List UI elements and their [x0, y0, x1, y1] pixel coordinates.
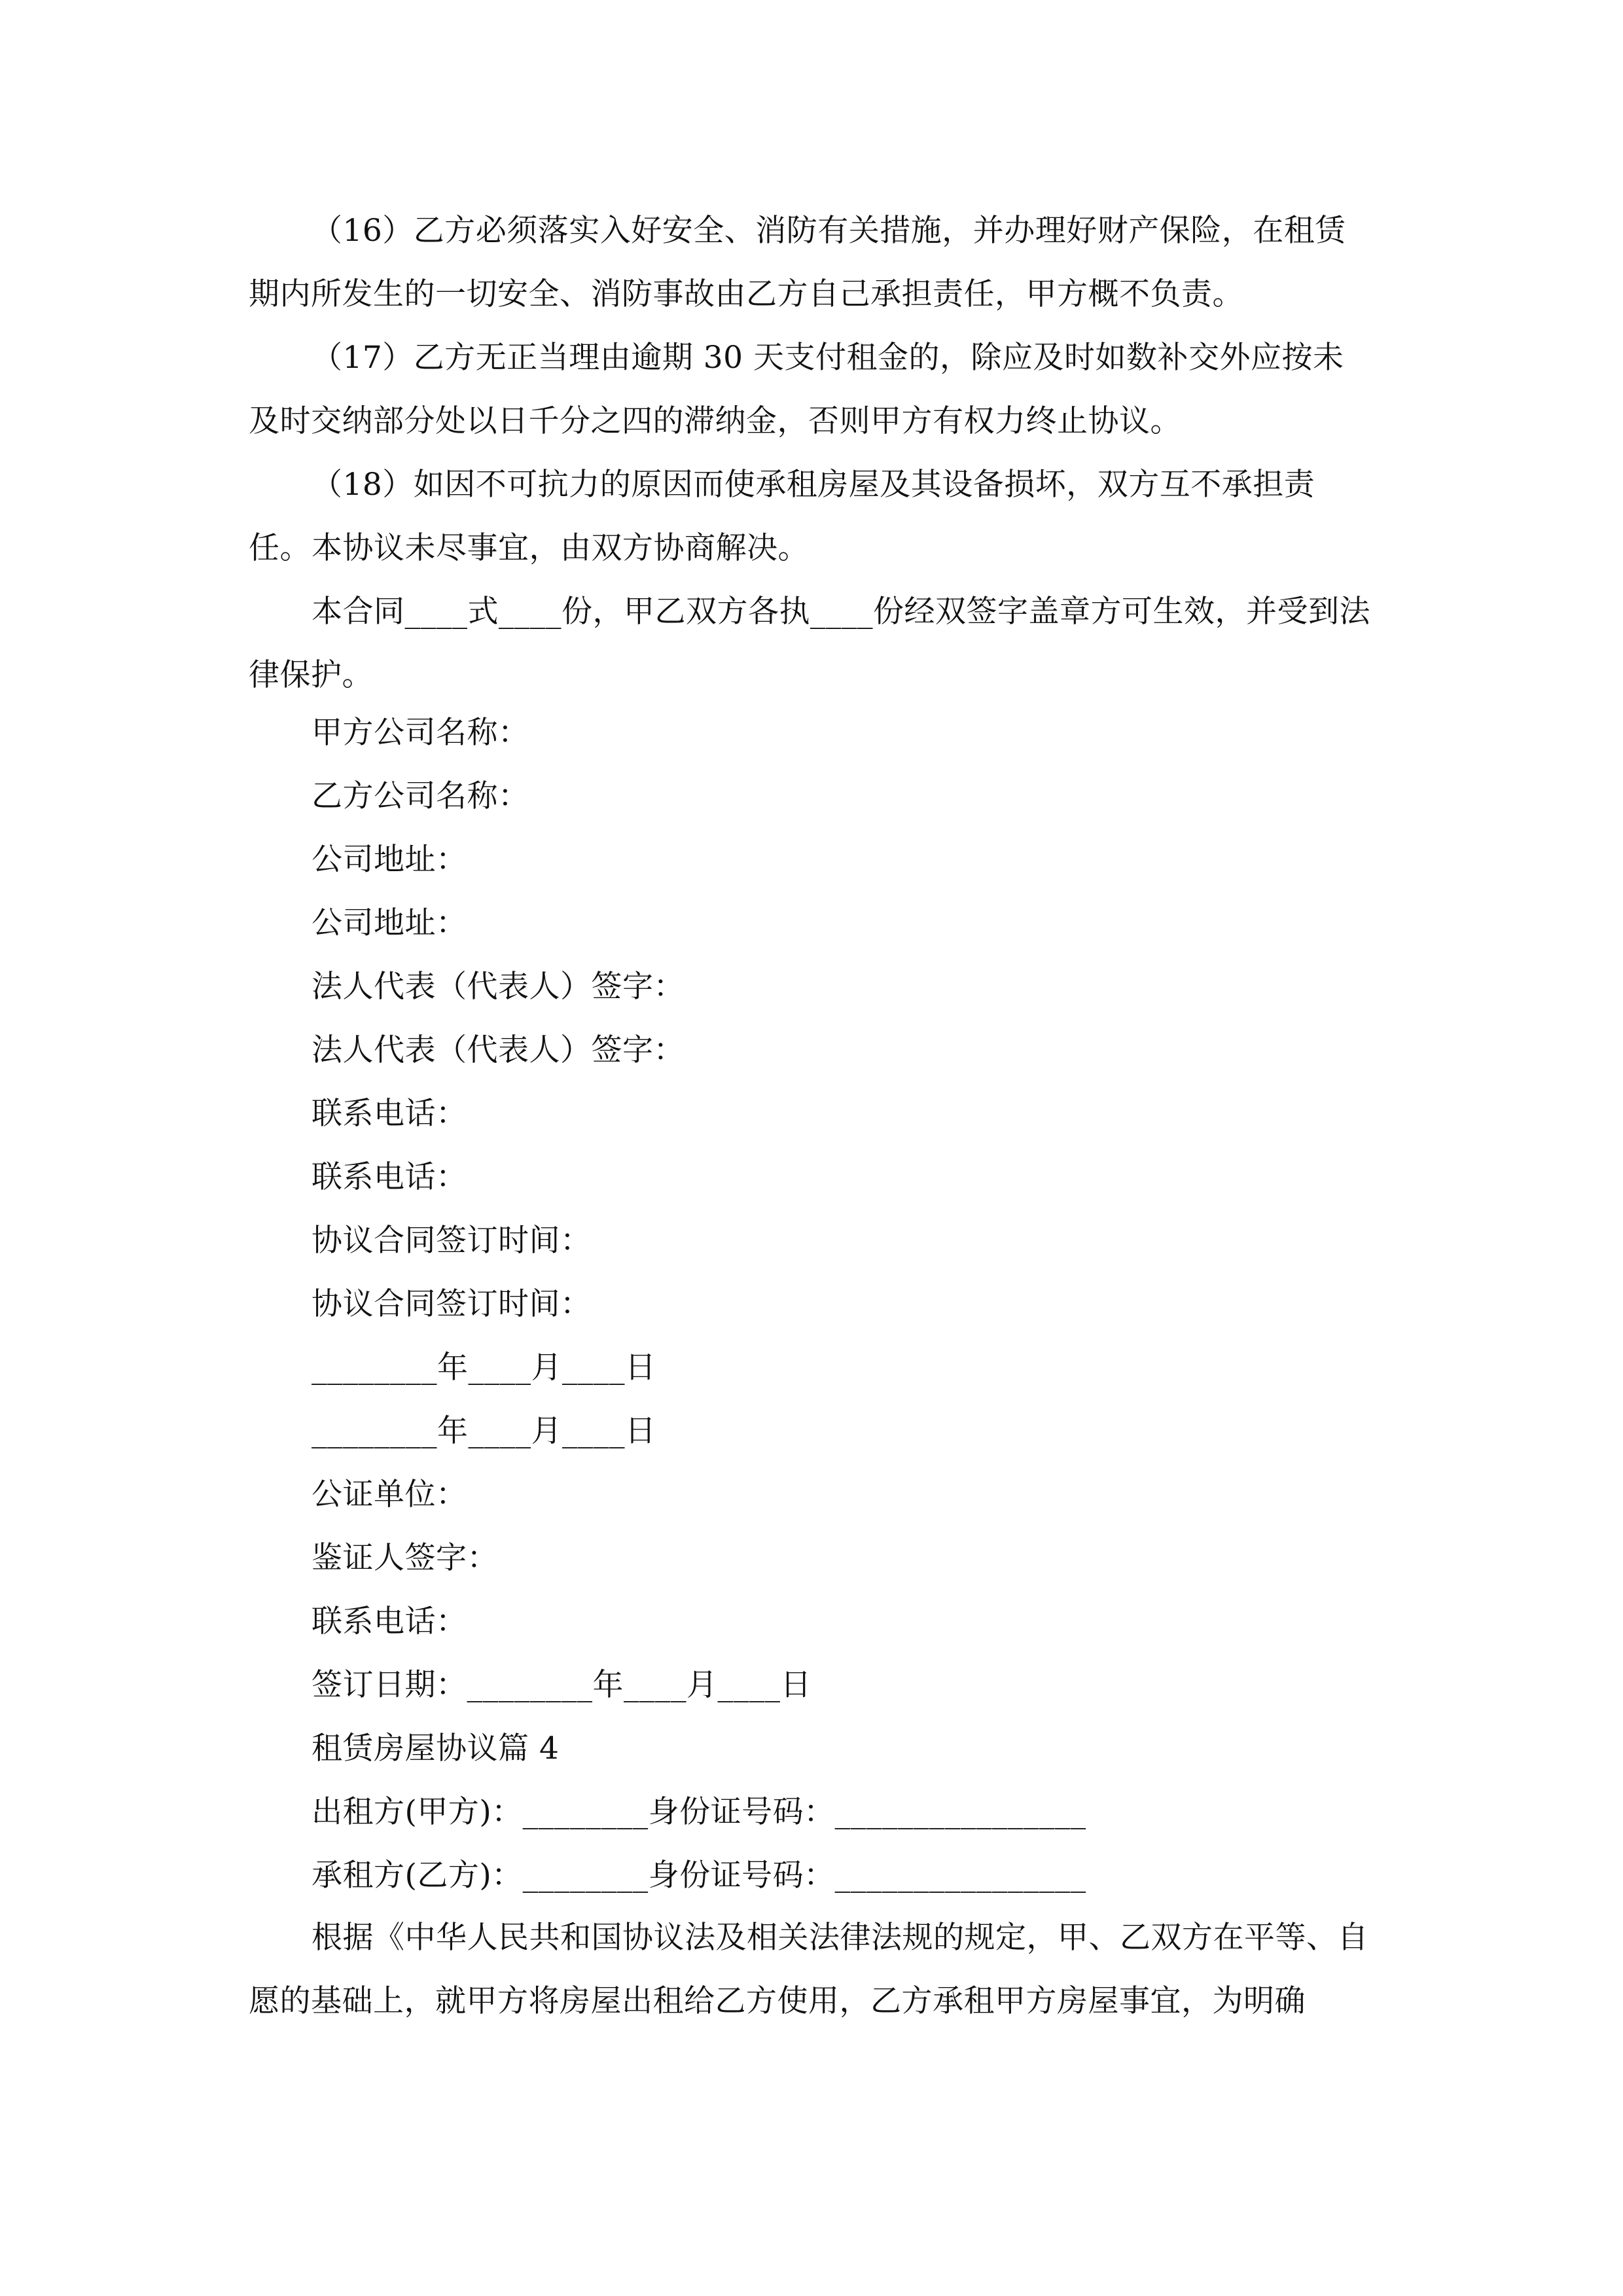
sign-date-line: 签订日期：________年____月____日: [312, 1667, 812, 1703]
lessor-line: 出租方(甲方)：________身份证号码：________________: [312, 1794, 1086, 1830]
party-b-company-label: 乙方公司名称：: [312, 778, 529, 814]
clause-17: （17）乙方无正当理由逾期 30 天支付租金的，除应及时如数补交外应按未及时交纳部分处以日千分之四的滞纳金，否则甲方有权力终止协议。: [249, 340, 1344, 439]
legal-rep-sign-label-2: 法人代表（代表人）签字：: [312, 1032, 685, 1068]
sign-time-label-2: 协议合同签订时间：: [312, 1286, 592, 1322]
legal-rep-sign-label-1: 法人代表（代表人）签字：: [312, 969, 685, 1005]
sign-time-label-1: 协议合同签订时间：: [312, 1223, 592, 1259]
copies-clause: 本合同____式____份，甲乙双方各执____份经双签字盖章方可生效，并受到法律保护。: [249, 594, 1370, 693]
lessee-line: 承租方(乙方)：________身份证号码：________________: [312, 1857, 1086, 1893]
witness-sign-label: 鉴证人签字：: [312, 1540, 498, 1576]
company-address-label-1: 公司地址：: [312, 842, 467, 878]
section-title: 租赁房屋协议篇 4: [312, 1731, 560, 1767]
party-a-company-label: 甲方公司名称：: [312, 715, 529, 751]
phone-label-3: 联系电话：: [312, 1604, 467, 1640]
phone-label-2: 联系电话：: [312, 1159, 467, 1195]
phone-label-1: 联系电话：: [312, 1096, 467, 1132]
clause-16: （16）乙方必须落实入好安全、消防有关措施，并办理好财产保险，在租赁期内所发生的一切安全、消防事故由乙方自己承担责任，甲方概不负责。: [249, 213, 1346, 312]
date-line-2: ________年____月____日: [312, 1413, 656, 1449]
notary-unit-label: 公证单位：: [312, 1477, 467, 1513]
unfinished-matters: 本协议未尽事宜，由双方协商解决。: [312, 530, 809, 566]
intro-paragraph: 根据《中华人民共和国协议法及相关法律法规的规定，甲、乙双方在平等、自愿的基础上，就甲方将房屋出租给乙方使用，乙方承租甲方房屋事宜，为明确: [249, 1920, 1368, 2019]
date-line-1: ________年____月____日: [312, 1350, 656, 1386]
clause-18: （18）如因不可抗力的原因而使承租房屋及其设备损坏，双方互不承担责任。: [249, 467, 1315, 566]
company-address-label-2: 公司地址：: [312, 905, 467, 941]
